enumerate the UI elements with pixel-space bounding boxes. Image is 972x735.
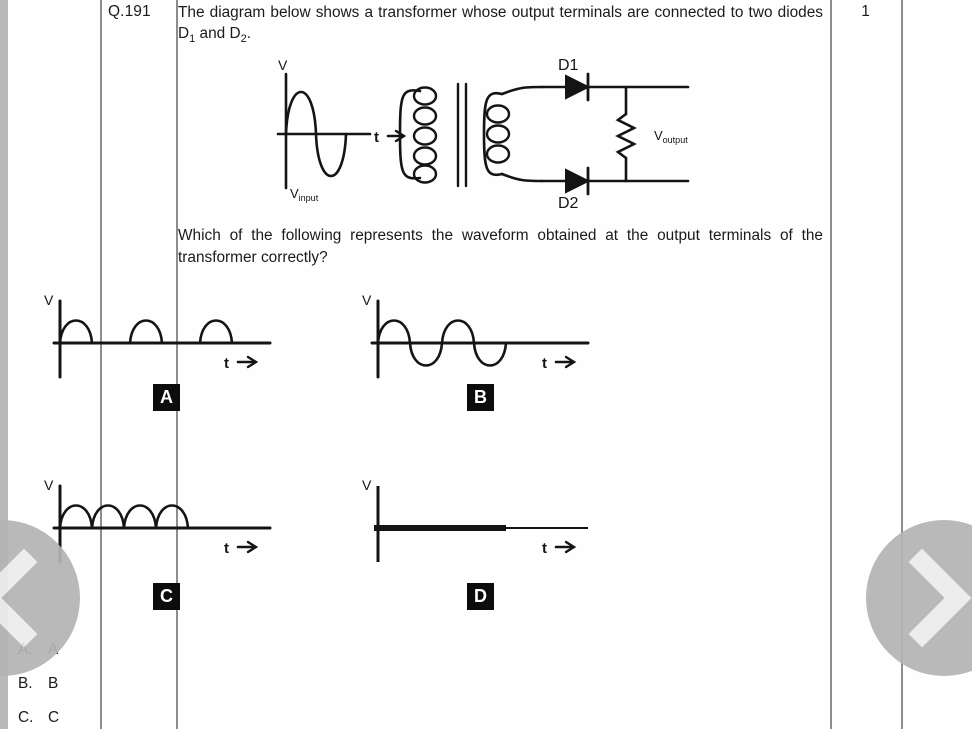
option-d-t-label: t bbox=[542, 540, 547, 557]
option-a-v-label: V bbox=[44, 292, 54, 308]
figure-vinput-label: $V_{input}$ bbox=[290, 186, 319, 203]
chevron-right-icon bbox=[866, 520, 972, 676]
answer-choice-b-key: B. bbox=[18, 675, 33, 692]
stem-sub-2: 2 bbox=[240, 33, 247, 46]
option-c-t-label: t bbox=[224, 540, 229, 557]
next-page-button[interactable] bbox=[866, 520, 972, 676]
figure-input-t-label: t bbox=[374, 129, 379, 146]
option-badge-b: B bbox=[467, 384, 494, 411]
question-prompt bbox=[178, 225, 823, 269]
answer-choice-c-key: C. bbox=[18, 709, 34, 726]
option-badge-a: A bbox=[153, 384, 180, 411]
question-prompt-text: Which of the following represents the waveform obtained at the output terminals of the transformer correctly? bbox=[178, 227, 823, 266]
chevron-left-icon bbox=[0, 520, 80, 676]
previous-page-button[interactable] bbox=[0, 520, 80, 676]
option-b-v-label: V bbox=[362, 292, 372, 308]
option-badge-d: D bbox=[467, 583, 494, 610]
option-badge-c: C bbox=[153, 583, 180, 610]
figure-input-v-label: V bbox=[278, 57, 288, 73]
question-marks: 1 bbox=[861, 3, 870, 20]
stem-text-part1: The diagram below shows a transformer whose output terminals are connected to two diodes D bbox=[178, 4, 823, 42]
stem-sub-1: 1 bbox=[189, 33, 196, 46]
figure-voutput-label: $V_{output}$ bbox=[654, 128, 688, 145]
stem-text-end: . bbox=[246, 25, 252, 42]
option-d-v-label: V bbox=[362, 477, 372, 493]
option-b-t-label: t bbox=[542, 355, 547, 372]
question-number: Q.191 bbox=[108, 3, 151, 20]
option-waveform-d bbox=[340, 472, 618, 592]
table-rule-3 bbox=[830, 0, 832, 729]
answer-choice-c[interactable] bbox=[18, 701, 318, 735]
option-a-t-label: t bbox=[224, 355, 229, 372]
transformer-circuit-figure bbox=[270, 56, 710, 216]
stem-text-mid: and D bbox=[195, 25, 241, 42]
answer-choice-b-label: B bbox=[48, 675, 59, 692]
answer-choice-c-label: C bbox=[48, 709, 60, 726]
figure-diode-d2-label: D2 bbox=[558, 195, 579, 212]
option-c-v-label: V bbox=[44, 477, 54, 493]
figure-diode-d1-label: D1 bbox=[558, 57, 579, 74]
question-stem bbox=[178, 2, 823, 50]
